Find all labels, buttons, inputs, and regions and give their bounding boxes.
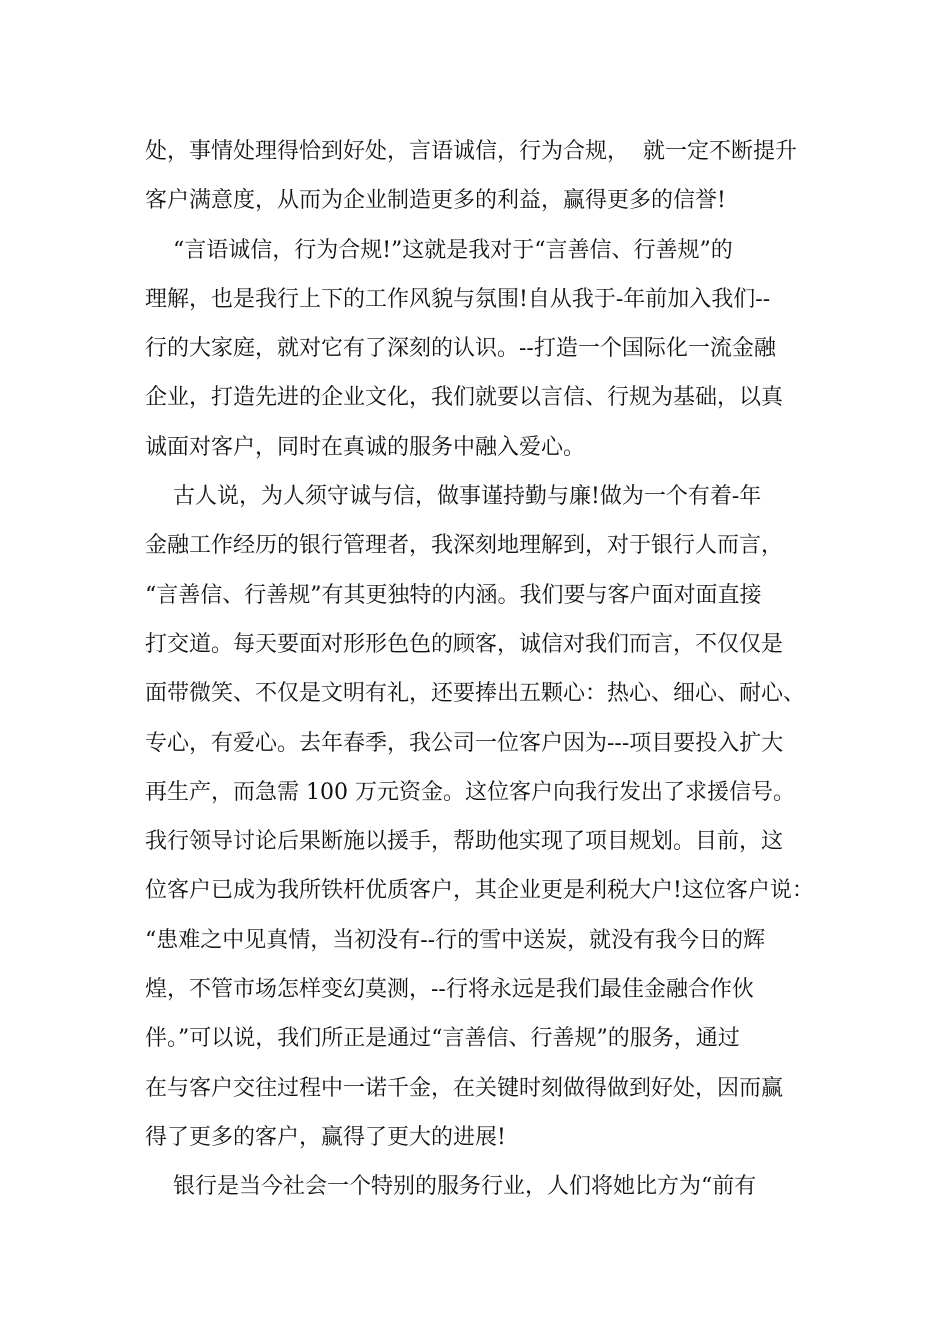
text-line: 诚面对客户，同时在真诚的服务中融入爱心。 (145, 434, 586, 460)
text-line: 得了更多的客户，赢得了更大的进展! (145, 1124, 506, 1150)
text-line: 我行领导讨论后果断施以援手，帮助他实现了项目规划。目前，这 (145, 829, 784, 855)
text-line: 煌，不管市场怎样变幻莫测，--行将永远是我们最佳金融合作伙 (145, 977, 754, 1003)
text-line: 处，事情处理得恰到好处，言语诚信，行为合规， 就一定不断提升 (145, 139, 797, 164)
text-line: 位客户已成为我所铁杆优质客户，其企业更是利税大户!这位客户说： (145, 878, 814, 904)
text-line: 专心，有爱心。去年春季，我公司一位客户因为---项目要投入扩大 (145, 730, 784, 756)
text-line: 古人说，为人须守诚与信，做事谨持勤与廉!做为一个有着-年 (145, 484, 762, 510)
text-line: 银行是当今社会一个特别的服务行业，人们将她比方为“前有 (145, 1174, 757, 1200)
document-body (145, 127, 825, 1212)
text-line: 理解，也是我行上下的工作风貌与氛围!自从我于-年前加入我们-- (145, 286, 771, 312)
text-line: 伴。”可以说，我们所正是通过“言善信、行善规”的服务，通过 (145, 1026, 740, 1052)
text-line: “患难之中见真情，当初没有--行的雪中送炭，就没有我今日的辉 (145, 927, 766, 953)
text-line: 打交道。每天要面对形形色色的顾客，诚信对我们而言，不仅仅是 (145, 631, 784, 657)
text-line: 企业，打造先进的企业文化，我们就要以言信、行规为基础，以真 (145, 385, 784, 411)
text-line: 在与客户交往过程中一诺千金，在关键时刻做得做到好处，因而赢 (145, 1075, 784, 1101)
text-line: 金融工作经历的银行管理者，我深刻地理解到，对于银行人而言， (145, 533, 784, 559)
text-line: “言语诚信，行为合规!”这就是我对于“言善信、行善规”的 (145, 237, 733, 263)
text-line: 客户满意度，从而为企业制造更多的利益，赢得更多的信誉! (145, 188, 726, 214)
text-line: 行的大家庭，就对它有了深刻的认识。--打造一个国际化一流金融 (145, 336, 776, 362)
text-line: 再生产，而急需 100 万元资金。这位客户向我行发出了求援信号。 (145, 779, 795, 805)
text-line: 面带微笑、不仅是文明有礼，还要捧出五颗心：热心、细心、耐心、 (145, 681, 806, 707)
text-line: “言善信、行善规”有其更独特的内涵。我们要与客户面对面直接 (145, 582, 762, 608)
